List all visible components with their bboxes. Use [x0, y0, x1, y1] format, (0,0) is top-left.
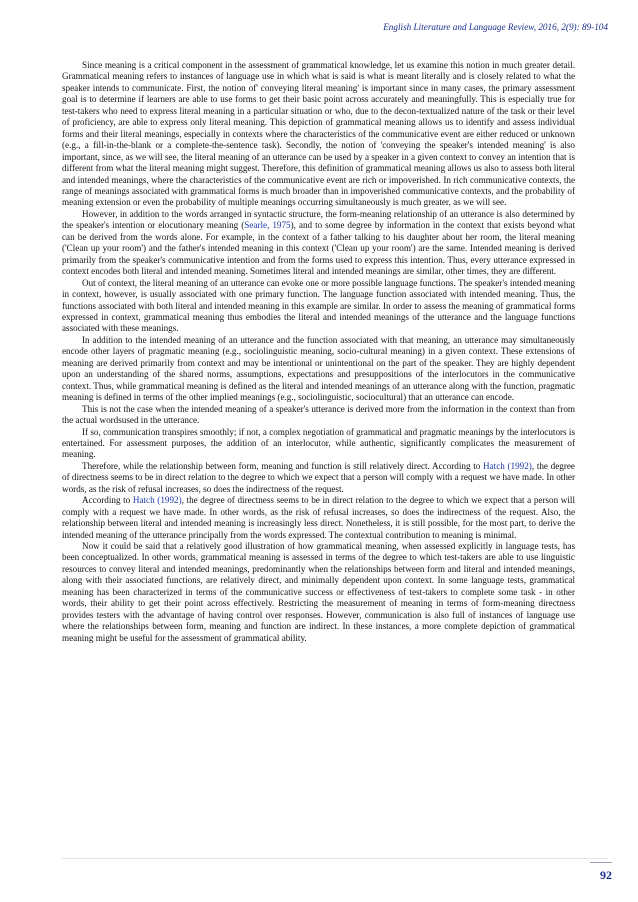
citation-link[interactable]: Hatch (1992)	[132, 495, 182, 506]
paragraph: Since meaning is a critical component in the assessment of grammatical knowledge, let us examine this notion in much greater detail. Grammatical meaning refers to instances of language use in which what is said is what is meant literally and is closely related to what the speaker intends to communicate. First, the notion of' conveying literal meaning' is important since in many cases, the primary assessment goal is to determine if learners are able to use forms to get their basic point across accurately and meaningfully. This is especially true for test-takers who need to express literal meaning in a particular situation or who, due to the decon-textualized nature of the task or their level of proficiency, are able to express only literal meaning. This depiction of grammatical meaning allows us to identify and assess individual forms and their literal meanings, especially in contexts where the characteristics of the communicative event are either reduced or unknown (e.g., a fill-in-the-blank or a complete-the-sentence task). Secondly, the notion of 'conveying the speaker's intended meaning' is also important, since, as we will see, the literal meaning of an utterance can be used by a speaker in a given context to convey an intention that is different from what the literal meaning might suggest. Therefore, this definition of grammatical meaning allows us also to assess both literal and intended meanings, where the characteristics of the communicative event are rich or impoverished. In rich communicative contexts, the range of meanings associated with grammatical forms is much broader than in impoverished communicative contexts, and the probability of meaning extension or even the probability of multiple meanings occurring simultaneously is much greater, as we will see.	[62, 60, 575, 208]
paragraph: If so, communication transpires smoothly; if not, a complex negotiation of grammatical and pragmatic meanings by the interlocutors is entertained. For assessment purposes, the addition of an interlocutor, while authentic, significantly complicates the measurement of meaning.	[62, 426, 575, 460]
paragraph-text: , the degree of directness seems to be in direct relation to the degree to which we expect that a person will comply with a request we have made. In other words, as the risk of refusal increases, so does the indirectness of the request. Also, the relationship between literal and intended meaning is increasingly less direct. Nonetheless, it is still possible, for the most part, to derive the intended meaning of the utterance principally from the words expressed. The contextual contribution to meaning is minimal.	[62, 495, 575, 540]
article-body	[62, 60, 575, 644]
paragraph: In addition to the intended meaning of an utterance and the function associated with that meaning, an utterance may simultaneously encode other layers of pragmatic meaning (e.g., sociolinguistic meaning, socio-cultural meaning) in a given context. These extensions of meaning are derived primarily from context and may be intentional or unintentional on the part of the speaker. They are highly dependent upon an understanding of the shared norms, assumptions, expectations and presuppositions of the interlocutors in the communicative context. Thus, while grammatical meaning is defined as the literal and intended meanings of an utterance along with the function, pragmatic meaning is defined in terms of the other implied meanings (e.g., sociolinguistic, sociocultural) that an utterance can encode.	[62, 334, 575, 403]
footer-divider	[62, 858, 608, 859]
paragraph	[62, 209, 575, 278]
paragraph: Out of context, the literal meaning of an utterance can evoke one or more possible language functions. The speaker's intended meaning in context, however, is usually associated with one primary function. The language function associated with intended meaning. Thus, the functions associated with both literal and intended meaning in this example are similar. In order to assess the meaning of grammatical forms expressed in context, grammatical meaning thus embodies the literal and intended meanings of the utterance and the language functions associated with these meanings.	[62, 277, 575, 334]
page-number-rule	[590, 862, 612, 863]
paragraph-text: ), and to some degree by information in the context that exists beyond what can be derived from the words alone. For example, in the context of a father talking to his daughter about her room, the literal meaning ('Clean up your room') and the father's intended meaning in this context ('Clean up your room') are the same. Intended meaning is derived primarily from the speaker's communicative intention and from the forms used to express this intention. Thus, every utterance expressed in context encodes both literal and intended meaning. Sometimes literal and intended meanings are similar, other times, they are different.	[62, 220, 575, 277]
paragraph: This is not the case when the intended meaning of a speaker's utterance is derived more from the information in the context than from the actual wordsused in the utterance.	[62, 403, 575, 426]
paragraph	[62, 495, 575, 541]
paragraph	[62, 461, 575, 495]
paragraph-text: , the degree of directness seems to be in direct relation to the degree to which we expect that a person will comply with a request we have made. In other words, as the risk of refusal increases, so does the indirectness of the request.	[62, 460, 575, 494]
journal-header: English Literature and Language Review, 2016, 2(9): 89-104	[383, 22, 608, 32]
paragraph-text: According to	[82, 495, 133, 506]
citation-link[interactable]: Hatch (1992)	[483, 460, 532, 471]
paragraph: Now it could be said that a relatively good illustration of how grammatical meaning, when assessed explicitly in language tests, has been conceptualized. In other words, grammatical meaning is assessed in terms of the degree to which test-takers are able to use linguistic resources to convey literal and intended meanings, predominantly when the relationships between form and literal and intended meanings, along with their associated functions, are relatively direct, and minimally dependent upon context. In some language tests, grammatical meaning has been characterized in terms of the communicative success or effectiveness of test-takers to complete some task - in other words, their ability to get their point across effectively. Restricting the measurement of meaning in terms of form-meaning directness provides testers with the advantage of having control over responses. However, communication is also full of instances of language use where the relationships between form, meaning and function are indirect. In these instances, a more complete depiction of grammatical meaning might be useful for the assessment of grammatical ability.	[62, 541, 575, 643]
page-number: 92	[600, 868, 612, 882]
paragraph-text: Therefore, while the relationship between form, meaning and function is still relatively direct. According to	[82, 460, 484, 471]
citation-link[interactable]: Searle, 1975	[244, 220, 291, 231]
paragraph-text: However, in addition to the words arranged in syntactic structure, the form-meaning relationship of an utterance is also determined by the speaker's intention or elocutionary meaning (	[62, 208, 575, 231]
